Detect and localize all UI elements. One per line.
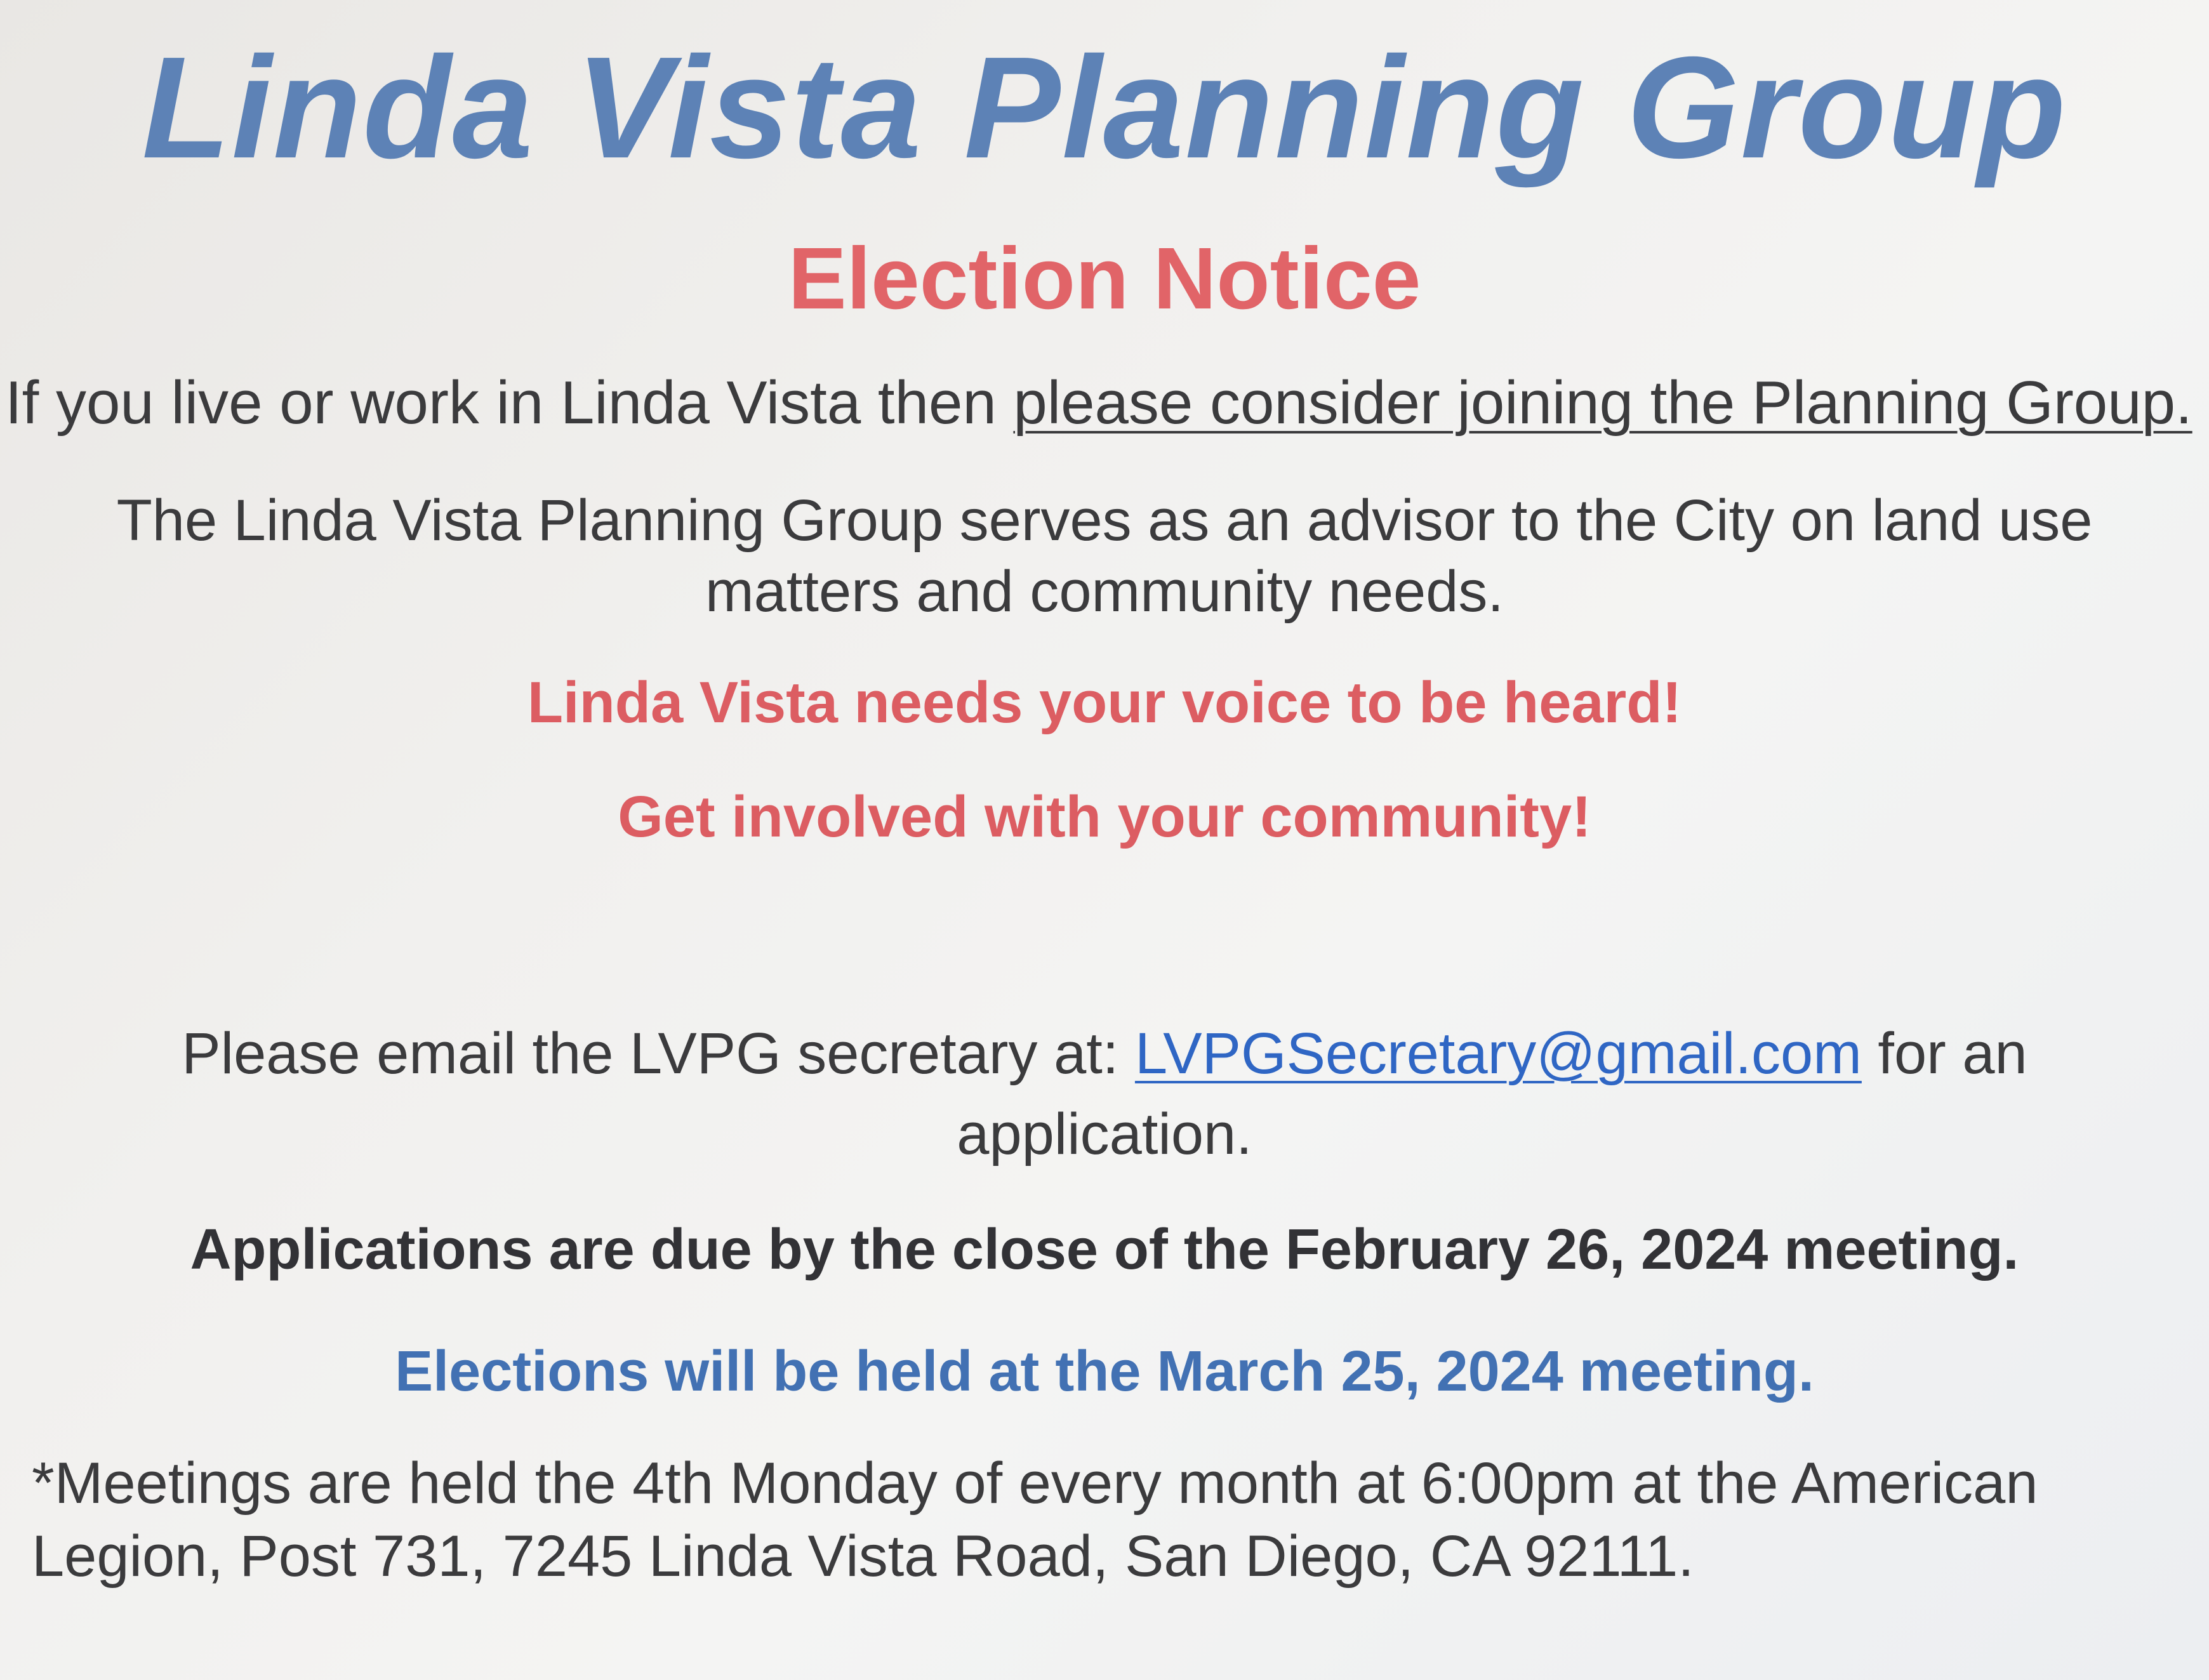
email-instruction-line-2: application.: [957, 1102, 1252, 1167]
meeting-info-line-2: Legion, Post 731, 7245 Linda Vista Road, San Diego, CA 92111.: [32, 1524, 1694, 1589]
election-notice-heading: Election Notice: [788, 230, 1421, 327]
meeting-info-line-1: *Meetings are held the 4th Monday of every month at 6:00pm at the American: [32, 1451, 2038, 1516]
description-line-2: matters and community needs.: [705, 559, 1504, 624]
secretary-email-link[interactable]: LVPGSecretary@gmail.com: [1134, 1021, 1862, 1086]
description-line-1: The Linda Vista Planning Group serves as an advisor to the City on land use: [116, 488, 2093, 553]
email-prefix: Please email the LVPG secretary at:: [182, 1021, 1135, 1086]
email-suffix: for an: [1861, 1021, 2027, 1086]
involvement-callout: Get involved with your community!: [618, 784, 1591, 849]
voice-callout: Linda Vista needs your voice to be heard!: [527, 670, 1682, 735]
intro-text: If you live or work in Linda Vista then: [5, 369, 1014, 437]
join-invitation: please consider joining the Planning Group.: [1013, 369, 2192, 437]
intro-sentence: [5, 368, 2209, 438]
election-date: Elections will be held at the March 25, 2024 meeting.: [395, 1340, 1814, 1403]
flyer-title: Linda Vista Planning Group: [142, 27, 2067, 189]
application-deadline: Applications are due by the close of the February 26, 2024 meeting.: [190, 1218, 2019, 1281]
email-instruction: [0, 1021, 2209, 1087]
